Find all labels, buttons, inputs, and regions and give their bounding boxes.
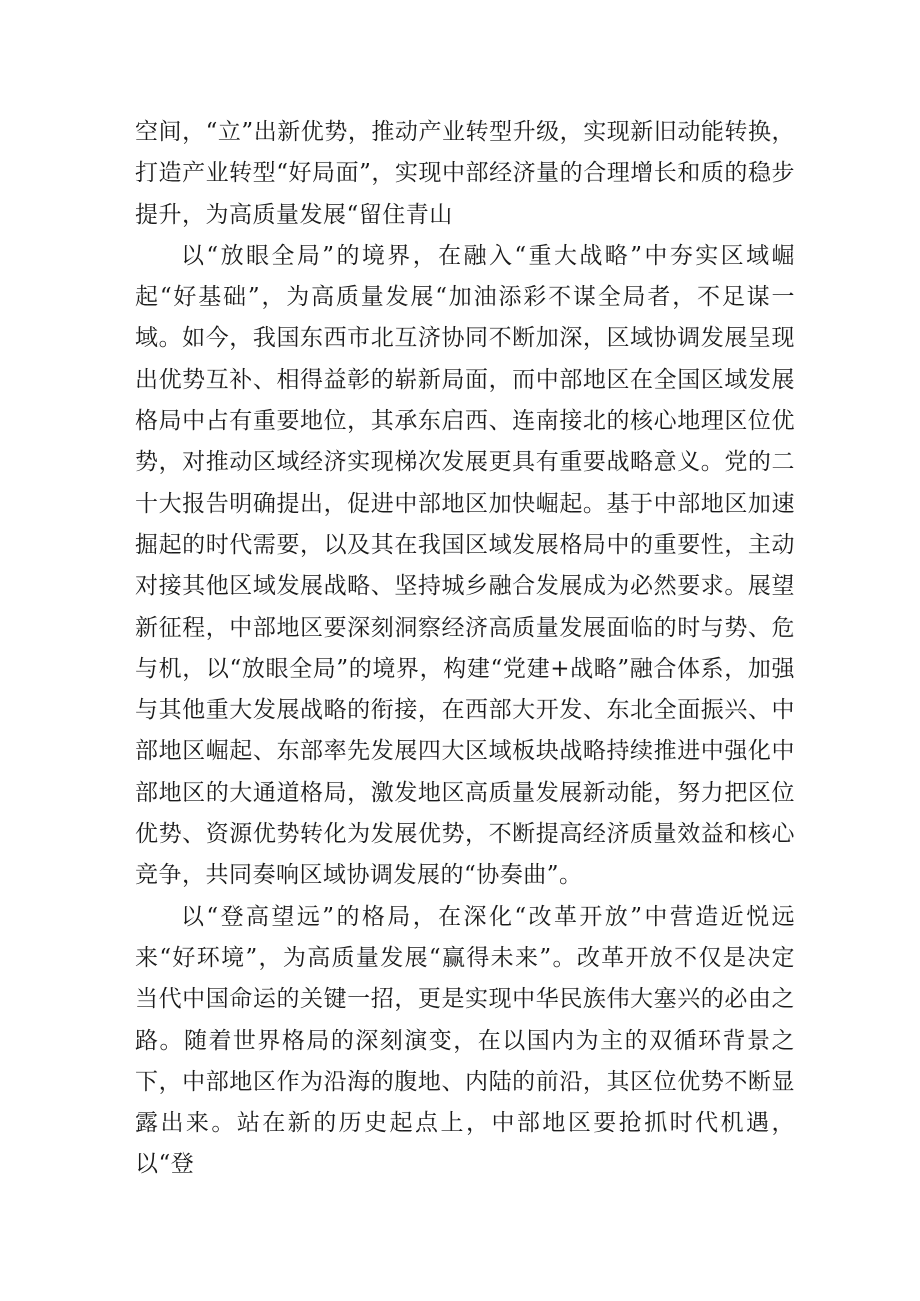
paragraph-global-vision: 以“放眼全局”的境界，在融入“重大战略”中夯实区域崛起“好基础”，为高质量发展“加油添彩不谋全局者，不足谋一域。如今，我国东西市北互济协同不断加深，区域协调发展呈现出优势互补、相得益彰的崭新局面，而中部地区在全国区域发展格局中占有重要地位，其承东启西、连南接北的核心地理区位优势，对推动区域经济实现梯次发展更具有重要战略意义。党的二十大报告明确提出，促进中部地区加快崛起。基于中部地区加速掘起的时代需要，以及其在我国区域发展格局中的重要性，主动对接其他区域发展战略、坚持城乡融合发展成为必然要求。展望新征程，中部地区要深刻洞察经济高质量发展面临的时与势、危与机，以“放眼全局”的境界，构建“党建+战略”融合体系，加强与其他重大发展战略的衔接，在西部大开发、东北全面振兴、中部地区崛起、东部率先发展四大区域板块战略持续推进中强化中部地区的大通道格局，激发地区高质量发展新动能，努力把区位优势、资源优势转化为发展优势，不断提高经济质量效益和核心竞争，共同奏响区域协调发展的“协奏曲”。 — [135, 242, 795, 889]
document-body — [135, 112, 795, 1186]
paragraph-reform-opening: 以“登高望远”的格局，在深化“改革开放”中营造近悦远来“好环境”，为高质量发展“赢得未来”。改革开放不仅是决定当代中国命运的关键一招，更是实现中华民族伟大塞兴的必由之路。随着世界格局的深刻演变，在以国内为主的双循环背景之下，中部地区作为沿海的腹地、内陆的前沿，其区位优势不断显露出来。站在新的历史起点上，中部地区要抢抓时代机遇，以“登 — [135, 903, 795, 1178]
paragraph-continued: 空间，“立”出新优势，推动产业转型升级，实现新旧动能转换，打造产业转型“好局面”，实现中部经济量的合理增长和质的稳步提升，为高质量发展“留住青山 — [135, 119, 795, 228]
